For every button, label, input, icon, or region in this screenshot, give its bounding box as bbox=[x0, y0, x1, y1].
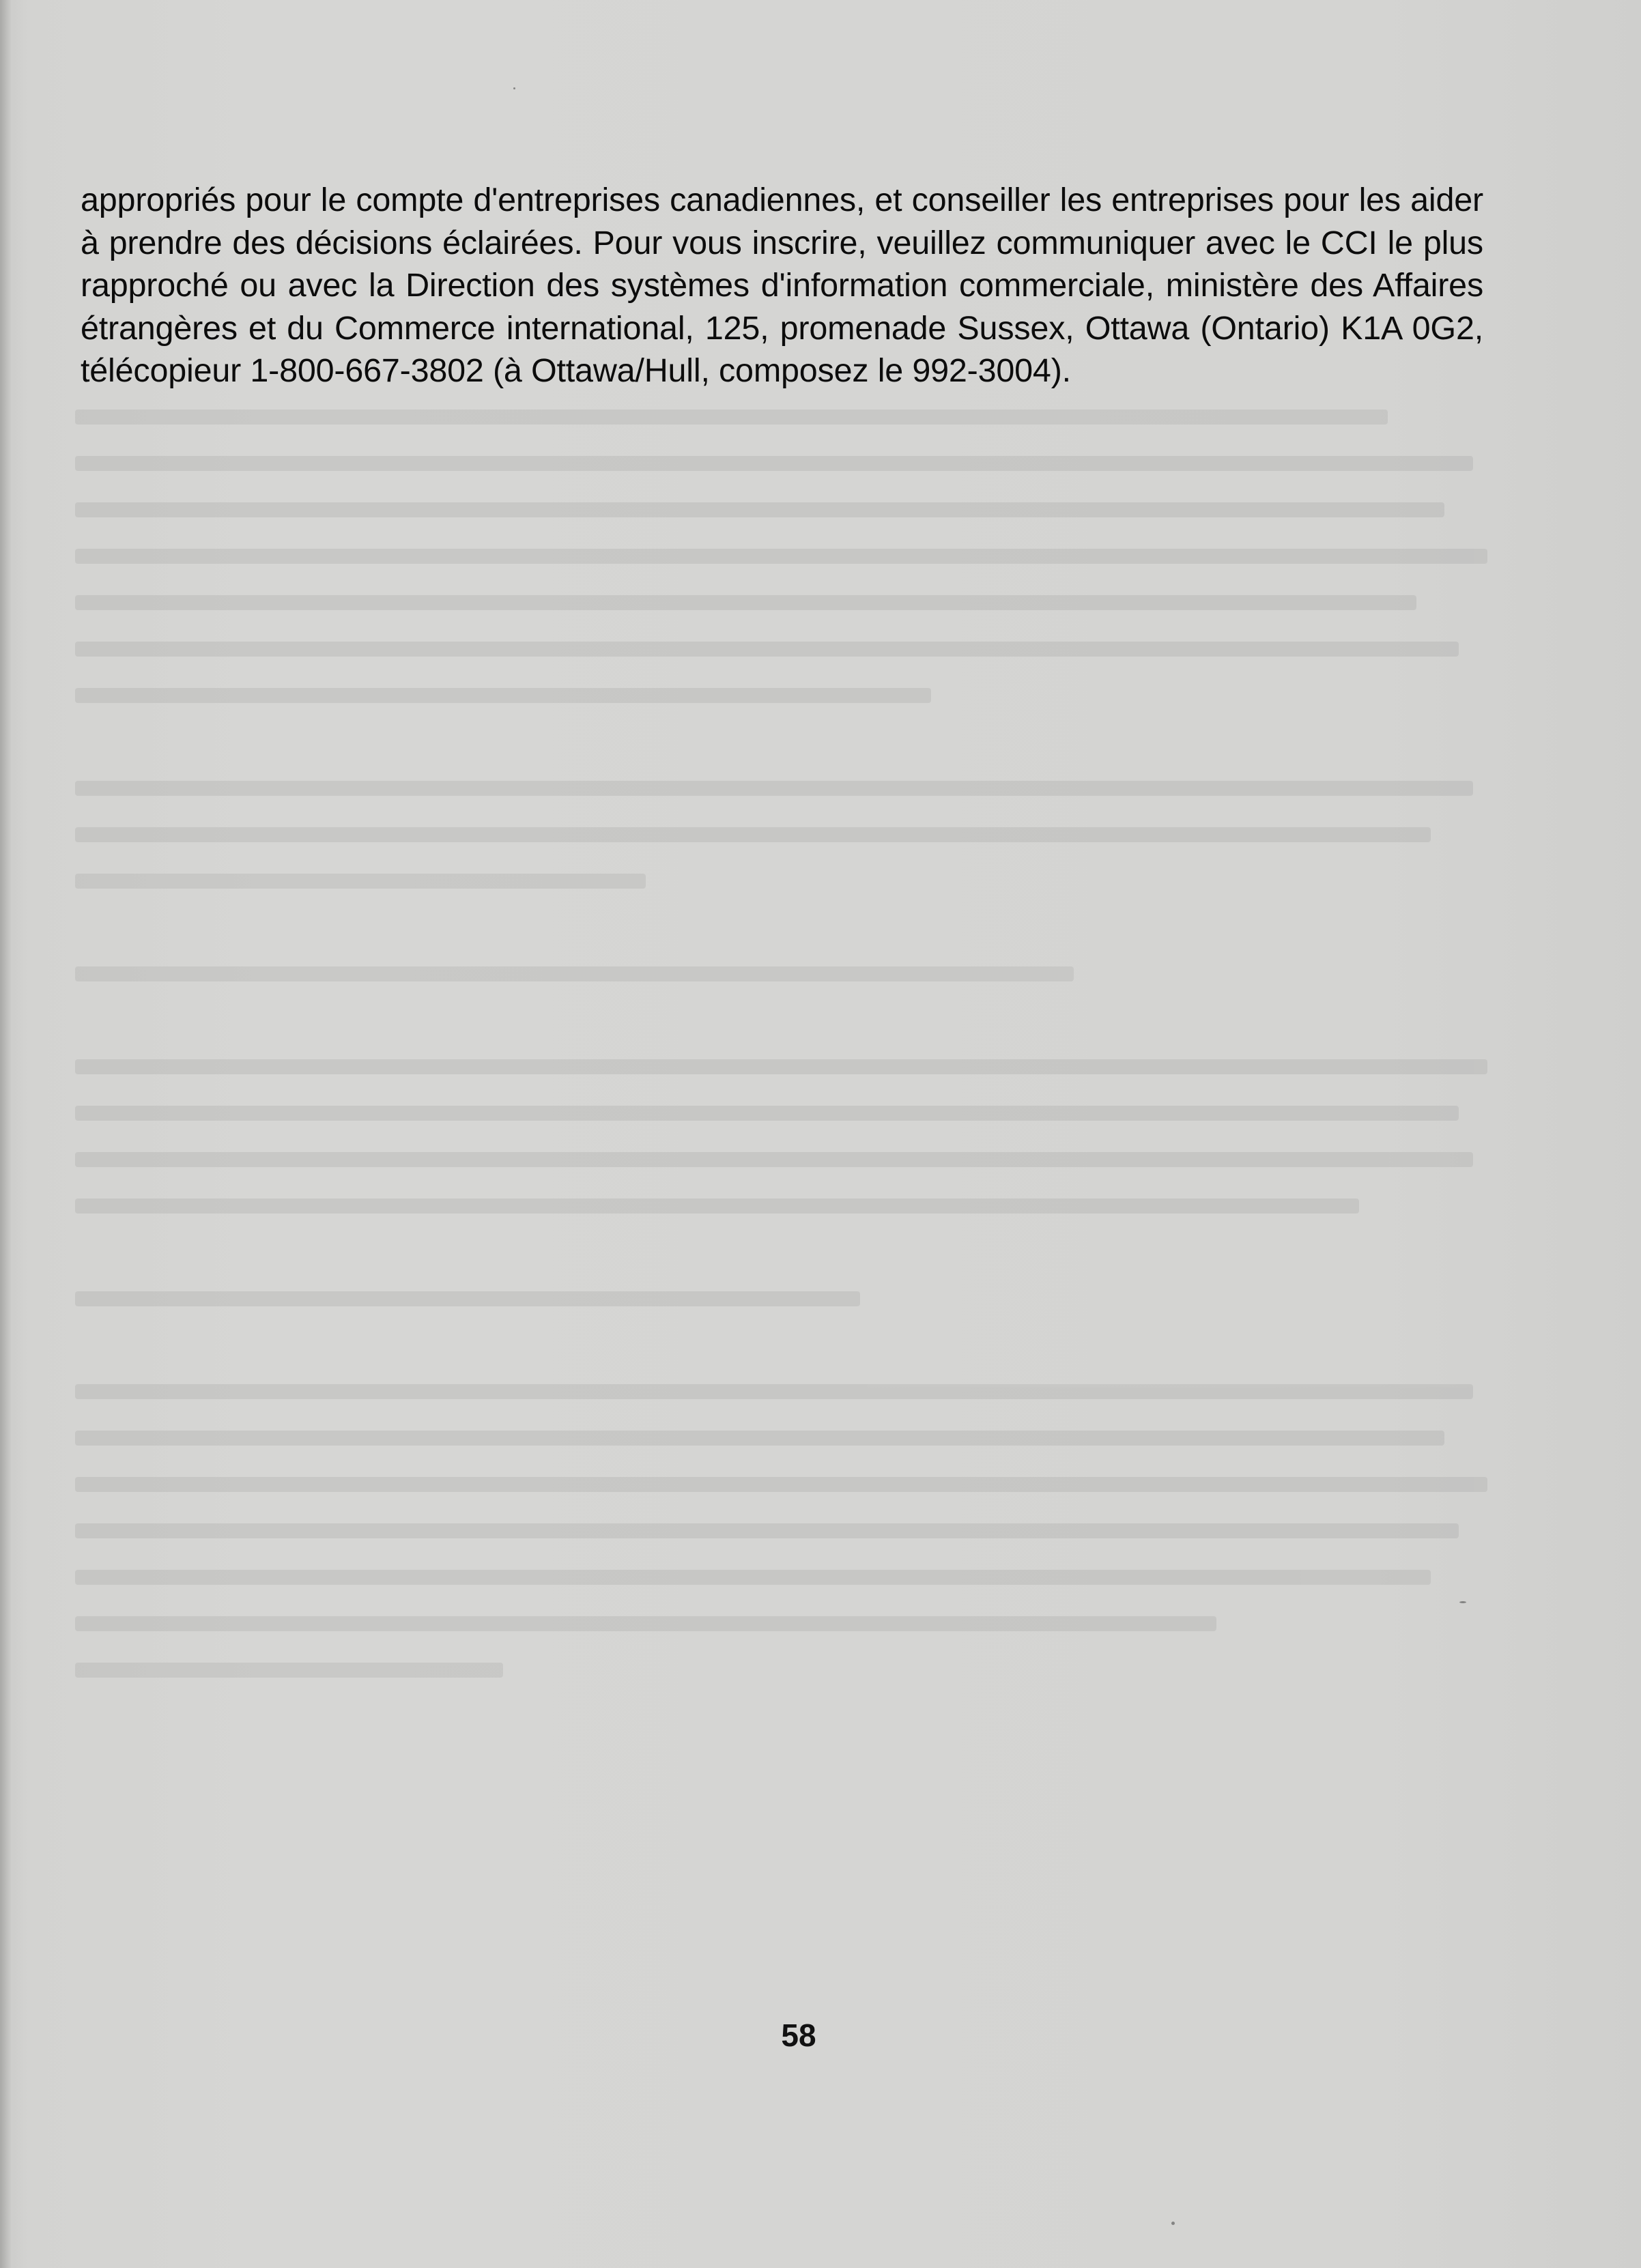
page-number: 58 bbox=[781, 2018, 816, 2053]
scan-speck bbox=[513, 87, 515, 89]
body-paragraph: appropriés pour le compte d'entreprises canadiennes, et conseiller les entreprises pour les aider à prendre des décisions éclairées. Pour vous inscrire, veuillez communiquer avec le CCI le plus rapproché ou avec la Direction des systèmes d'information commerciale, ministère des Affaires étrangères et du Commerce international, 125, promenade Sussex, Ottawa (Ontario) K1A 0G2, télécopieur 1-800-667-3802 (à Ottawa/Hull, composez le 992-3004). bbox=[81, 182, 1483, 389]
scan-speck bbox=[1459, 1601, 1466, 1603]
bleed-through-texture bbox=[75, 410, 1502, 1911]
binding-shadow bbox=[0, 0, 12, 2268]
scan-speck bbox=[1171, 2222, 1175, 2225]
